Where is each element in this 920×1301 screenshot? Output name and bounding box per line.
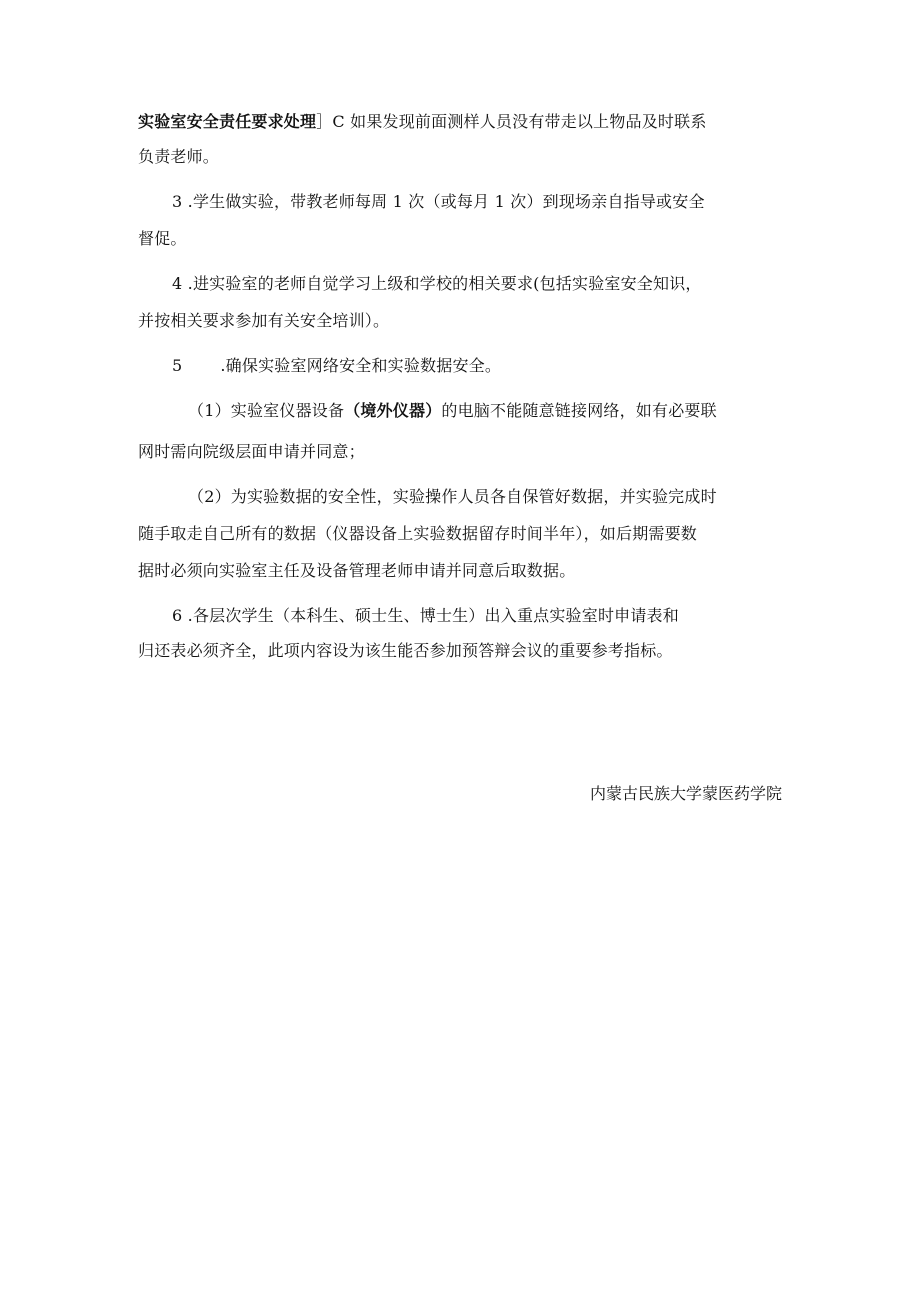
paragraph-line: 据时必须向实验室主任及设备管理老师申请并同意后取数据。 bbox=[138, 561, 576, 580]
item-number: 5 bbox=[172, 356, 183, 375]
paragraph-line: 随手取走自己所有的数据（仪器设备上实验数据留存时间半年），如后期需要数 bbox=[138, 524, 698, 543]
signature-institution: 内蒙古民族大学蒙医药学院 bbox=[589, 784, 782, 803]
paragraph-text: ］C 如果发现前面测样人员没有带走以上物品及时联系 bbox=[316, 112, 707, 131]
paragraph-text: .确保实验室网络安全和实验数据安全。 bbox=[220, 356, 502, 375]
paragraph-line: 3 .学生做实验，带教老师每周 1 次（或每月 1 次）到现场亲自指导或安全 bbox=[172, 192, 705, 211]
paragraph-line: （2）为实验数据的安全性，实验操作人员各自保管好数据，并实验完成时 bbox=[188, 487, 717, 506]
paragraph-line: 督促。 bbox=[138, 229, 187, 248]
bold-heading-text: 实验室安全责任要求处理 bbox=[138, 112, 317, 131]
paragraph-line: 4 .进实验室的老师自觉学习上级和学校的相关要求(包括实验室安全知识， bbox=[172, 274, 702, 293]
paragraph-line bbox=[138, 112, 707, 132]
bold-text: （境外仪器） bbox=[344, 401, 442, 420]
paragraph-line: 6 .各层次学生（本科生、硕士生、博士生）出入重点实验室时申请表和 bbox=[172, 606, 679, 625]
paragraph-line: 并按相关要求参加有关安全培训）。 bbox=[138, 311, 390, 330]
paragraph-line bbox=[172, 356, 501, 376]
paragraph-line: 归还表必须齐全，此项内容设为该生能否参加预答辩会议的重要参考指标。 bbox=[138, 641, 673, 660]
paragraph-line bbox=[188, 401, 717, 421]
paragraph-text: （1）实验室仪器设备 bbox=[188, 401, 345, 420]
paragraph-line: 网时需向院级层面申请并同意； bbox=[138, 442, 365, 461]
paragraph-text: 的电脑不能随意链接网络，如有必要联 bbox=[441, 401, 717, 420]
paragraph-line: 负责老师。 bbox=[138, 147, 220, 166]
